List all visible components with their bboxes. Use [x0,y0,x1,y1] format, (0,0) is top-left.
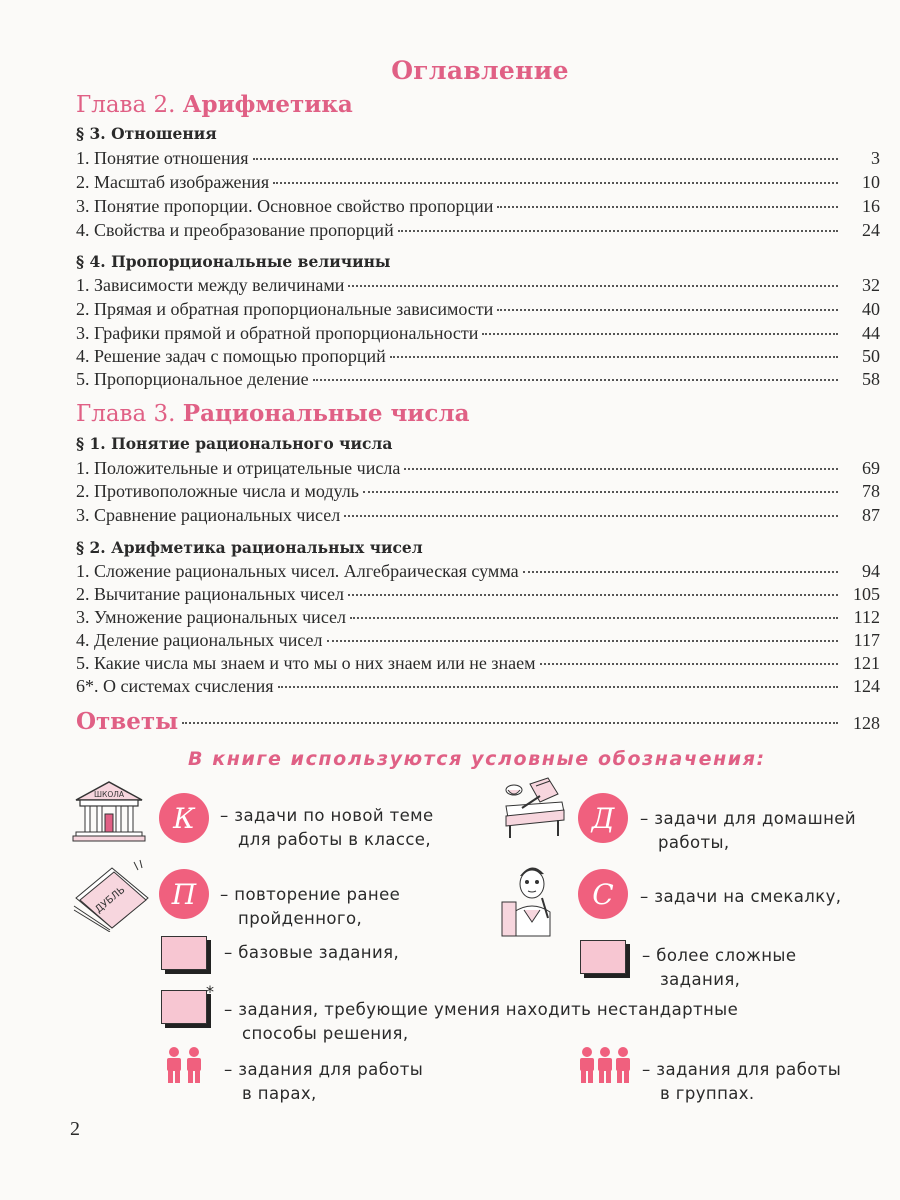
answers-title: Ответы [76,708,179,735]
legend-item-homework [640,807,856,855]
asterisk-icon: * [206,982,214,1001]
toc-entry-title: 4. Деление рациональных чисел [76,630,323,650]
toc-entry[interactable] [76,676,880,700]
legend-text-line: – повторение ранее [220,885,401,904]
dot-leader [344,515,838,517]
svg-text:ДУБЛЬ: ДУБЛЬ [93,884,128,916]
dot-leader [327,640,838,642]
toc-entry-page: 124 [853,676,880,696]
toc-entry-page: 112 [853,607,880,627]
school-building-icon [72,778,146,844]
legend-text-line: – задачи по новой теме [220,806,434,825]
homework-badge-icon: Д [578,793,628,843]
toc-entry[interactable] [76,275,880,299]
chapter-heading [76,400,469,427]
dot-leader [313,379,838,381]
legend-text-line: – задачи на смекалку, [640,887,842,906]
toc-entry[interactable] [76,172,880,196]
chapter-number: Глава 2. [76,92,176,118]
answers-page: 128 [853,713,880,733]
toc-entry[interactable] [76,630,880,654]
toc-entry-page: 50 [862,346,880,366]
toc-entry[interactable] [76,561,880,585]
legend-text-line: способы решения, [242,1024,409,1043]
legend-text-line: – базовые задания, [224,943,400,962]
toc-entry-title: 1. Понятие отношения [76,148,249,168]
toc-entry-page: 24 [862,220,880,240]
legend-title: В книге используются условные обозначения: [188,748,766,770]
page-number: 2 [70,1118,80,1140]
legend-text-line: в парах, [242,1084,317,1103]
toc-entry-title: 1. Положительные и отрицательные числа [76,458,401,478]
toc-entry[interactable] [76,653,880,677]
dot-leader [497,309,838,311]
toc-entry[interactable] [76,584,880,608]
toc-entry-title: 4. Решение задач с помощью пропорций [76,346,386,366]
toc-entry-page: 3 [871,148,880,168]
toc-entry[interactable] [76,220,880,244]
toc-entry-page: 117 [853,630,880,650]
review-notebook-icon [72,858,152,932]
section-heading: § 2. Арифметика рациональных чисел [76,538,423,557]
toc-entry[interactable] [76,346,880,370]
dot-leader [182,722,838,724]
dot-leader [348,594,838,596]
toc-entry-title: 2. Масштаб изображения [76,172,270,192]
dot-leader [390,356,838,358]
chapter-name: Рациональные числа [182,400,470,427]
toc-entry-title: 1. Сложение рациональных чисел. Алгебраическая сумма [76,561,519,581]
dot-leader [497,206,838,208]
dot-leader [278,686,838,688]
legend-item-puzzle [640,885,841,909]
toc-entry-title: 3. Графики прямой и обратной пропорциональности [76,323,479,343]
page-title: Оглавление [391,56,569,85]
chapter-heading [76,91,353,118]
toc-entry-page: 16 [862,196,880,216]
legend-item-basic [224,941,399,965]
complex-task-square-icon [580,940,626,974]
dot-leader [253,158,838,160]
legend-item-groups [642,1058,841,1106]
toc-entry-title: 3. Понятие пропорции. Основное свойство пропорции [76,196,494,216]
toc-entry-page: 78 [862,481,880,501]
thinking-student-icon [500,858,564,938]
toc-entry-page: 58 [862,369,880,389]
new-topic-badge-icon: К [159,793,209,843]
toc-entry-answers[interactable] [76,708,880,738]
legend-text-line: – более сложные [642,946,797,965]
nonstandard-task-square-icon [161,990,207,1024]
toc-entry-page: 44 [862,323,880,343]
toc-entry-title: 3. Умножение рациональных чисел [76,607,346,627]
section-heading: § 3. Отношения [76,124,217,143]
toc-entry-title: 5. Какие числа мы знаем и что мы о них знаем или не знаем [76,653,536,673]
toc-entry-page: 69 [862,458,880,478]
toc-entry-title: 6*. О системах счисления [76,676,274,696]
legend-text-line: – задачи для домашней [640,809,856,828]
toc-entry-title: 2. Прямая и обратная пропорциональные зависимости [76,299,494,319]
legend-item-nonstandard [224,998,738,1046]
dot-leader [404,468,838,470]
legend-item-review [220,883,400,931]
legend-text-line: пройденного, [238,909,363,928]
chapter-name: Арифметика [182,91,353,118]
toc-entry[interactable] [76,196,880,220]
toc-entry-title: 3. Сравнение рациональных чисел [76,505,341,525]
dot-leader [398,230,838,232]
toc-entry-title: 4. Свойства и преобразование пропорций [76,220,394,240]
legend-item-complex [642,944,796,992]
toc-entry[interactable] [76,481,880,505]
svg-text:ШКОЛА: ШКОЛА [93,790,125,799]
dot-leader [363,491,838,493]
toc-entry-title: 5. Пропорциональное деление [76,369,309,389]
homework-desk-icon [500,776,568,840]
legend-text-line: – задания для работы [642,1060,842,1079]
legend-item-new-topic [220,804,434,852]
toc-entry-title: 2. Противоположные числа и модуль [76,481,359,501]
toc-entry-page: 10 [862,172,880,192]
toc-entry[interactable] [76,299,880,323]
toc-entry[interactable] [76,148,880,172]
pair-work-icon [163,1046,205,1084]
legend-text-line: для работы в классе, [238,830,431,849]
toc-entry-title: 1. Зависимости между величинами [76,275,345,295]
section-heading: § 1. Понятие рационального числа [76,434,393,453]
dot-leader [348,285,838,287]
dot-leader [540,663,838,665]
toc-entry-page: 105 [853,584,880,604]
basic-task-square-icon [161,936,207,970]
legend-text-line: задания, [660,970,741,989]
dot-leader [350,617,838,619]
legend-item-pairs [224,1058,423,1106]
review-badge-icon: П [159,869,209,919]
legend-text-line: – задания для работы [224,1060,424,1079]
dot-leader [523,571,838,573]
chapter-number: Глава 3. [76,401,176,427]
toc-entry-title: 2. Вычитание рациональных чисел [76,584,344,604]
toc-entry[interactable] [76,323,880,347]
toc-entry-page: 32 [862,275,880,295]
legend-text-line: в группах. [660,1084,755,1103]
section-heading: § 4. Пропорциональные величины [76,252,391,271]
group-work-icon [578,1046,632,1084]
dot-leader [482,333,838,335]
toc-entry-page: 121 [853,653,880,673]
legend-text-line: работы, [658,833,730,852]
toc-entry[interactable] [76,458,880,482]
toc-entry-page: 40 [862,299,880,319]
dot-leader [273,182,838,184]
puzzle-badge-icon: С [578,869,628,919]
toc-entry[interactable] [76,607,880,631]
toc-entry[interactable] [76,369,880,393]
toc-entry-page: 94 [862,561,880,581]
legend-text-line: – задания, требующие умения находить нестандартные [224,1000,739,1019]
toc-entry-page: 87 [862,505,880,525]
toc-entry[interactable] [76,505,880,529]
